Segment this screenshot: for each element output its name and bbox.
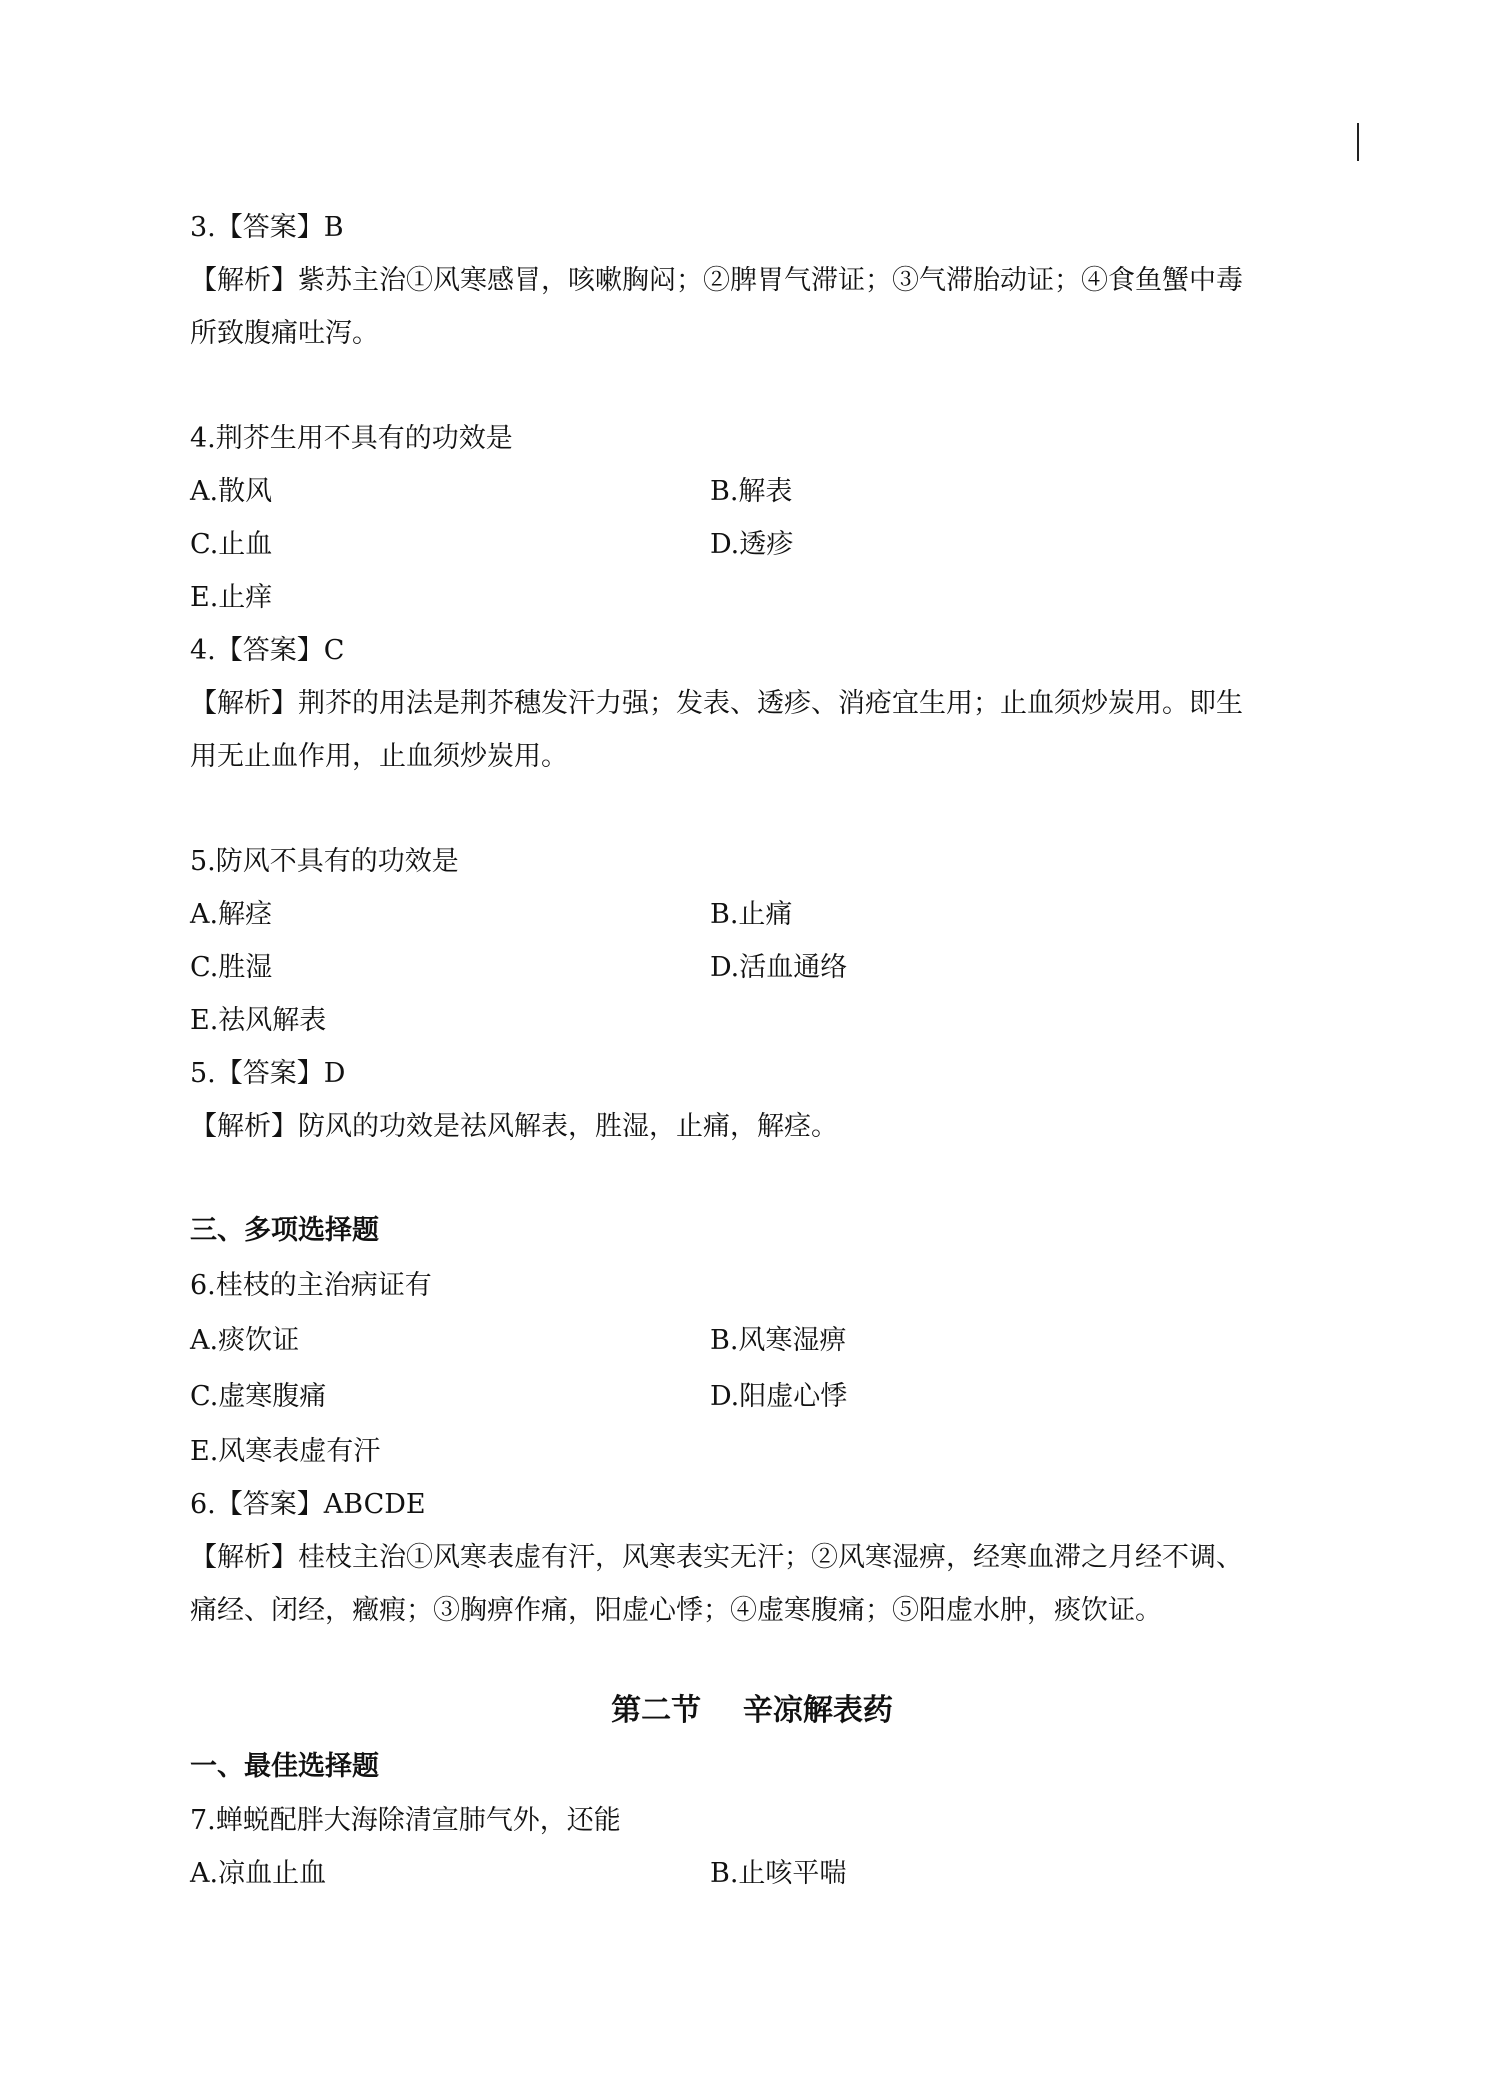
q6-answer: 6.【答案】ABCDE bbox=[190, 1489, 426, 1520]
q6-option-c: C.虚寒腹痛 bbox=[190, 1381, 327, 1412]
q6-option-e: E.风寒表虚有汗 bbox=[190, 1436, 381, 1467]
q7-option-a: A.凉血止血 bbox=[190, 1858, 327, 1889]
q5-option-d: D.活血通络 bbox=[710, 952, 848, 983]
q5-option-b: B.止痛 bbox=[710, 899, 793, 930]
q5-option-a: A.解痉 bbox=[190, 899, 273, 930]
section-title: 第二节 辛凉解表药 bbox=[611, 1693, 893, 1728]
q5-explanation-line-1: 【解析】防风的功效是祛风解表，胜湿，止痛，解痉。 bbox=[190, 1111, 838, 1142]
q6-stem: 6.桂枝的主治病证有 bbox=[190, 1270, 432, 1301]
q4-option-c: C.止血 bbox=[190, 529, 273, 560]
q4-explanation-line-2: 用无止血作用，止血须炒炭用。 bbox=[190, 741, 568, 772]
q3-answer: 3.【答案】B bbox=[190, 212, 344, 243]
q7-option-b: B.止咳平喘 bbox=[710, 1858, 847, 1889]
q4-option-b: B.解表 bbox=[710, 476, 793, 507]
q6-explanation-line-1: 【解析】桂枝主治①风寒表虚有汗，风寒表实无汗；②风寒湿痹，经寒血滞之月经不调、 bbox=[190, 1542, 1243, 1573]
q4-option-d: D.透疹 bbox=[710, 529, 794, 560]
q6-explanation-line-2: 痛经、闭经，癥瘕；③胸痹作痛，阳虚心悸；④虚寒腹痛；⑤阳虚水肿，痰饮证。 bbox=[190, 1595, 1162, 1626]
q6-option-d: D.阳虚心悸 bbox=[710, 1381, 848, 1412]
q5-answer: 5.【答案】D bbox=[190, 1058, 346, 1089]
best-choice-heading: 一、最佳选择题 bbox=[190, 1751, 379, 1782]
q6-option-a: A.痰饮证 bbox=[190, 1325, 300, 1356]
q6-option-b: B.风寒湿痹 bbox=[710, 1325, 847, 1356]
q7-stem: 7.蝉蜕配胖大海除清宣肺气外，还能 bbox=[190, 1805, 621, 1836]
q3-explanation-line-1: 【解析】紫苏主治①风寒感冒，咳嗽胸闷；②脾胃气滞证；③气滞胎动证；④食鱼蟹中毒 bbox=[190, 265, 1243, 296]
q5-stem: 5.防风不具有的功效是 bbox=[190, 846, 459, 877]
q4-stem: 4.荆芥生用不具有的功效是 bbox=[190, 423, 513, 454]
q3-explanation-line-2: 所致腹痛吐泻。 bbox=[190, 318, 379, 349]
q5-option-c: C.胜湿 bbox=[190, 952, 273, 983]
page-corner-mark bbox=[1357, 123, 1359, 161]
q4-answer: 4.【答案】C bbox=[190, 635, 345, 666]
q4-option-a: A.散风 bbox=[190, 476, 273, 507]
multi-choice-heading: 三、多项选择题 bbox=[190, 1215, 379, 1246]
q5-option-e: E.祛风解表 bbox=[190, 1005, 327, 1036]
q4-explanation-line-1: 【解析】荆芥的用法是荆芥穗发汗力强；发表、透疹、消疮宜生用；止血须炒炭用。即生 bbox=[190, 688, 1243, 719]
q4-option-e: E.止痒 bbox=[190, 582, 273, 613]
